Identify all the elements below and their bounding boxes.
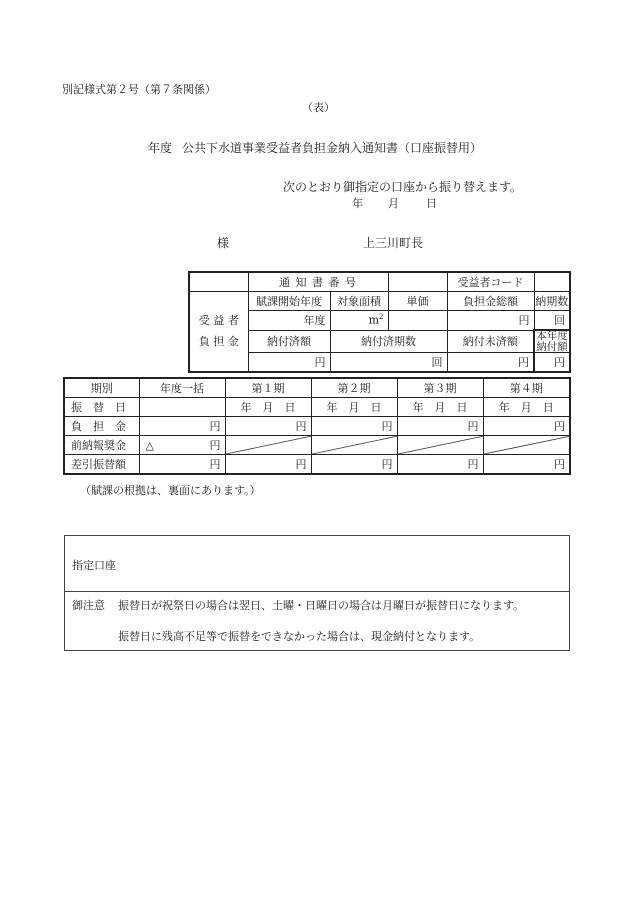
start-year-unit: 年度 (248, 311, 330, 331)
header-unpaid: 納付未済額 (447, 330, 534, 353)
area-unit (330, 311, 388, 331)
beneficiary-charge-label (189, 292, 248, 373)
notice-number-label: 通 知 書 番 号 (248, 272, 388, 292)
row-label-transfer-date: 振 替 日 (64, 398, 139, 417)
prepay-reward-unit: 円 (209, 439, 221, 452)
diagonal-slash (398, 436, 484, 454)
header-unit-price: 単価 (388, 292, 447, 311)
prepay-reward-lump (139, 436, 225, 455)
this-year-unit: 円 (534, 353, 570, 373)
transfer-date-lump (139, 398, 225, 417)
caution-note-1: 振替日が祝祭日の場合は翌日、土曜・日曜日の場合は月曜日が振替日になります。 (118, 599, 525, 612)
diagonal-slash (312, 436, 398, 454)
charge-2: 円 (311, 417, 397, 436)
beneficiary-code-value (534, 272, 570, 292)
issuer-name: 上三川町長 (363, 236, 424, 250)
transfer-date-4: 年 月 日 (483, 398, 570, 417)
beneficiary-info-table (188, 271, 571, 373)
area-unit-sup: 2 (379, 313, 384, 322)
diagonal-slash (226, 436, 312, 454)
charge-3: 円 (397, 417, 483, 436)
transfer-date-1: 年 月 日 (225, 398, 311, 417)
paid-unit: 円 (248, 353, 330, 373)
caution-label: 御注意 (72, 599, 105, 612)
date-month: 月 (388, 197, 399, 210)
caution-note-2: 振替日に残高不足等で振替をできなかった場合は、現金納付となります。 (118, 630, 481, 643)
transfer-date-3: 年 月 日 (397, 398, 483, 417)
header-periods: 納期数 (534, 292, 570, 311)
col-period-4: 第４期 (483, 378, 570, 398)
addressee-suffix: 様 (217, 236, 230, 250)
col-period-2: 第２期 (311, 378, 397, 398)
triangle-icon: △ (145, 439, 154, 452)
page-title: 公共下水道事業受益者負担金納入通知書（口座振替用） (182, 141, 483, 155)
prepay-reward-1-void (225, 436, 311, 455)
divider (65, 591, 569, 592)
designated-account-label: 指定口座 (72, 559, 116, 572)
transfer-date-2: 年 月 日 (311, 398, 397, 417)
basis-footnote: （賦課の根拠は、裏面にあります。） (80, 484, 261, 497)
charge-lump: 円 (139, 417, 225, 436)
account-box (64, 535, 570, 651)
prepay-reward-3-void (397, 436, 483, 455)
header-paid-periods: 納付済期数 (330, 330, 447, 353)
charge-4: 円 (483, 417, 570, 436)
header-total: 負担金総額 (447, 292, 534, 311)
header-area: 対象面積 (330, 292, 388, 311)
date-year: 年 (352, 197, 363, 210)
notice-text: 次のとおり御指定の口座から振り替えます。 (283, 180, 523, 194)
notice-number-value (388, 272, 447, 292)
schedule-table (63, 377, 571, 475)
diagonal-slash (484, 436, 571, 454)
beneficiary-label-line1: 受 益 者 (198, 313, 239, 327)
date-day: 日 (426, 197, 437, 210)
col-period-3: 第３期 (397, 378, 483, 398)
unit-price-value (388, 311, 447, 331)
prepay-reward-2-void (311, 436, 397, 455)
form-id: 別記様式第２号（第７条関係） (62, 83, 216, 96)
charge-1: 円 (225, 417, 311, 436)
col-lump-sum: 年度一括 (139, 378, 225, 398)
col-period: 期別 (64, 378, 139, 398)
header-this-year: 本年度納付額 (534, 330, 570, 353)
title-prefix: 年度 (148, 141, 173, 155)
beneficiary-label-line2: 負 担 金 (198, 334, 239, 348)
unpaid-unit: 円 (447, 353, 534, 373)
beneficiary-code-label: 受益者コード (447, 272, 534, 292)
col-period-1: 第１期 (225, 378, 311, 398)
row-label-net-transfer: 差引振替額 (64, 455, 139, 475)
prepay-reward-4-void (483, 436, 570, 455)
net-transfer-3: 円 (397, 455, 483, 475)
header-start-year: 賦課開始年度 (248, 292, 330, 311)
area-unit-text: m (368, 314, 380, 328)
net-transfer-4: 円 (483, 455, 570, 475)
header-paid: 納付済額 (248, 330, 330, 353)
form-side: （表） (302, 101, 335, 114)
net-transfer-2: 円 (311, 455, 397, 475)
net-transfer-1: 円 (225, 455, 311, 475)
row-label-charge: 負 担 金 (64, 417, 139, 436)
net-transfer-lump: 円 (139, 455, 225, 475)
paid-periods-unit: 回 (330, 353, 447, 373)
periods-unit: 回 (534, 311, 570, 331)
total-unit: 円 (447, 311, 534, 331)
row-label-prepay-reward: 前納報奨金 (64, 436, 139, 455)
